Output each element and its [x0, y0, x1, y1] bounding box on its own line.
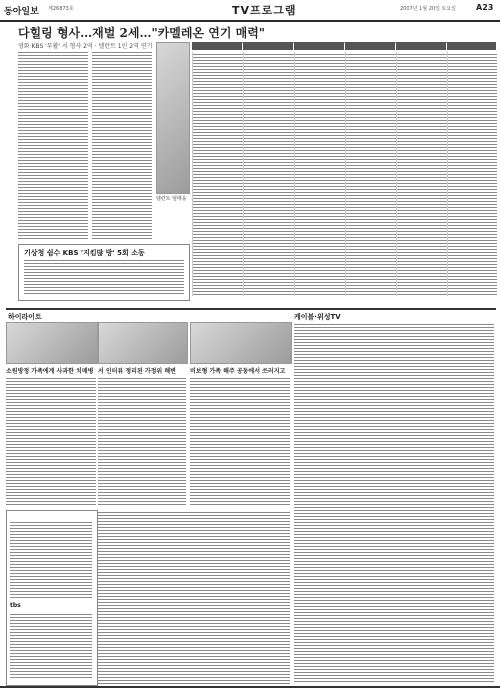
highlight-body [190, 376, 290, 506]
feature-subhead: 영화 KBS '부활' 서 형사 2역 · 탤런트 1인 2역 연기 [18, 43, 153, 50]
highlight-photo [6, 322, 98, 364]
listings-title: 케이블·위성TV [294, 313, 341, 321]
listings-lower [98, 510, 290, 684]
program-column [192, 52, 243, 296]
highlight-photo [190, 322, 292, 364]
highlight-title: 소원방정 가족에게 사과한 치매병 [6, 368, 94, 375]
sidebox-body [24, 258, 184, 296]
channel-header [447, 42, 496, 50]
highlight-body [6, 376, 96, 506]
sidebox-title: 기상청 쉼수 KBS '지킴많 방' 5회 소동 [24, 249, 145, 257]
channel-header [345, 42, 395, 50]
cable-listings [294, 322, 494, 684]
feature-body-col2 [92, 50, 152, 240]
program-column [396, 52, 447, 296]
program-column [294, 52, 345, 296]
ad-title: tbs [10, 602, 21, 609]
feature-headline: 다힐링 형사…재벌 2세…"카멜레온 연기 매력" [18, 26, 266, 40]
highlights-title: 하이라이트 [8, 313, 42, 321]
channel-strip [192, 296, 496, 302]
issue-number: 제26873호 [48, 6, 74, 12]
highlight-title: 비보형 가족 해주 공동에서 쓰러지고 [190, 368, 286, 375]
footer-rule [0, 686, 500, 688]
channel-header [294, 42, 344, 50]
feature-body-col1 [18, 50, 88, 240]
program-column [345, 52, 396, 296]
highlight-photo [98, 322, 188, 364]
page-number: A23 [476, 3, 494, 12]
photo-caption: 탤런트 엄태웅 [156, 196, 187, 202]
feature-photo [156, 42, 190, 194]
highlight-title: 서 인터뷰 정리된 가정위 해변 [98, 368, 176, 375]
highlight-body [98, 376, 186, 506]
program-column [243, 52, 294, 296]
highlights-bar [6, 308, 496, 322]
channel-header [192, 42, 242, 50]
masthead: 동아일보 [4, 7, 39, 17]
channel-header [243, 42, 293, 50]
date: 2007년 1월 20일 토요일 [400, 6, 457, 12]
channel-header [396, 42, 446, 50]
ad-schedule [10, 612, 92, 680]
section-title: TV프로그램 [232, 4, 297, 17]
program-column [447, 52, 497, 296]
ad-schedule [10, 520, 92, 598]
